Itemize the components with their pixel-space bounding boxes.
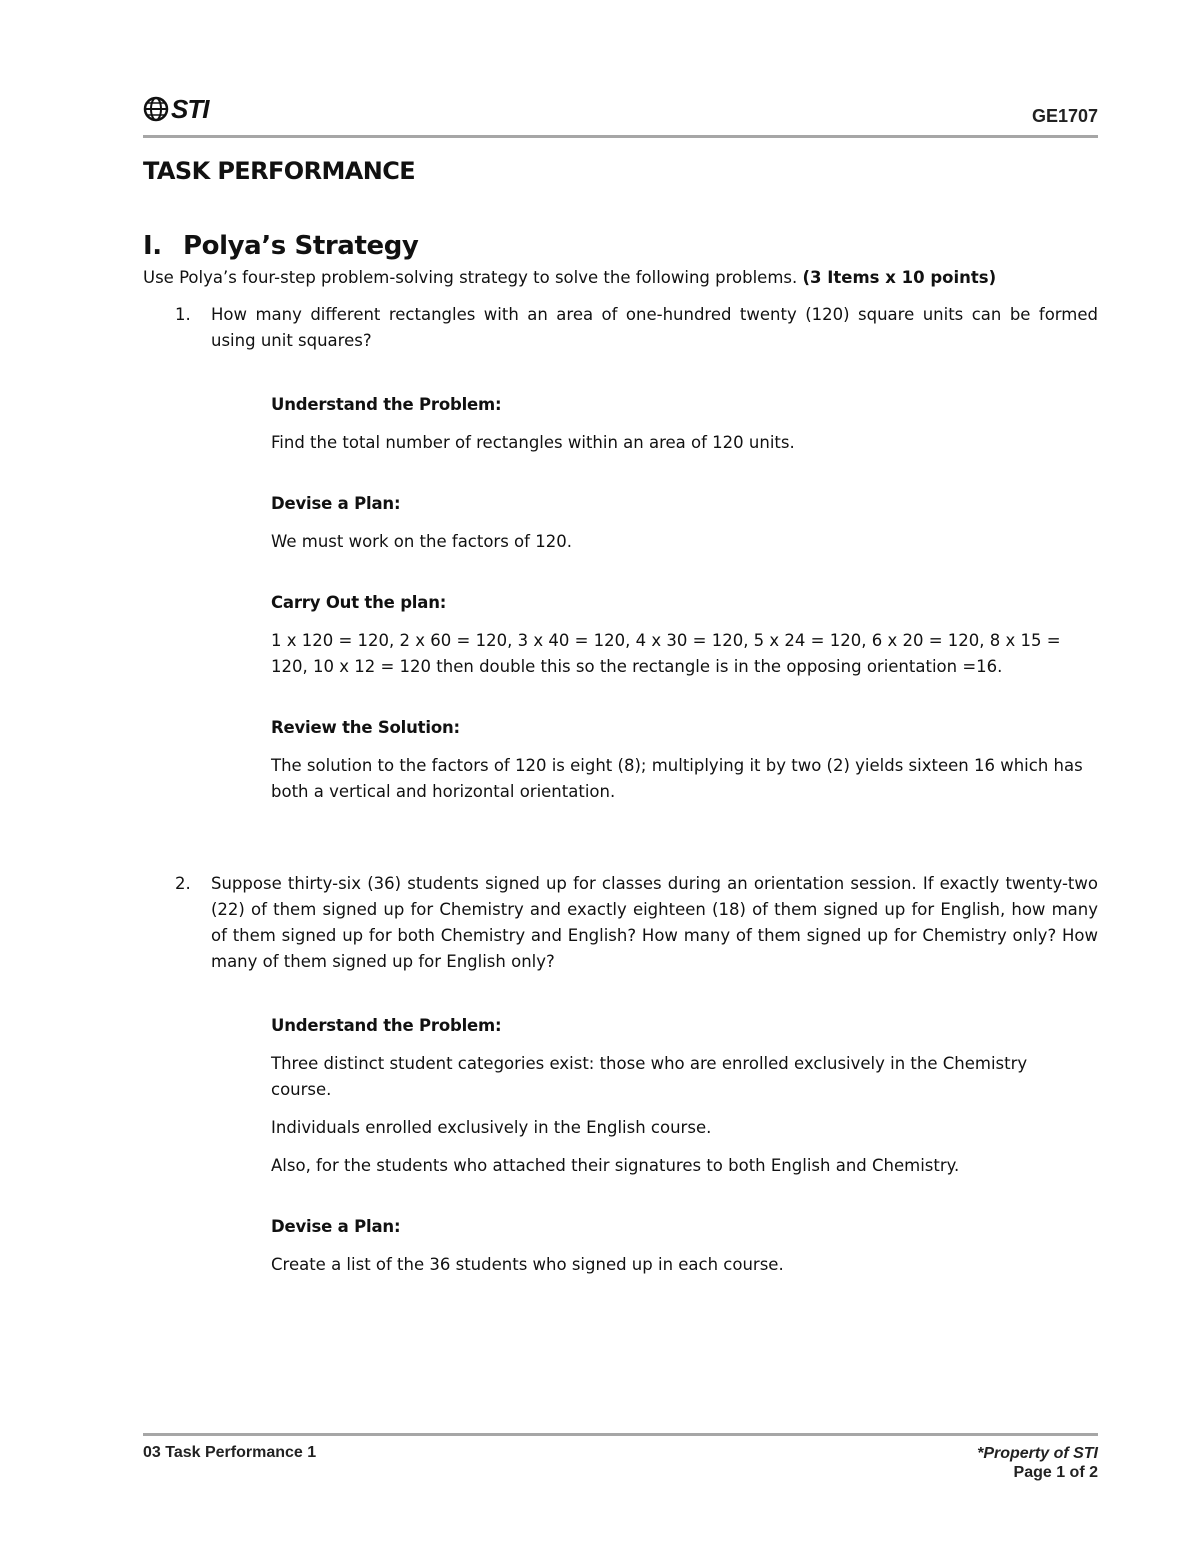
step-block bbox=[271, 715, 1086, 805]
step-paragraph: We must work on the factors of 120. bbox=[271, 532, 572, 551]
step-paragraph: Find the total number of rectangles within an area of 120 units. bbox=[271, 433, 795, 452]
step-paragraph: 1 x 120 = 120, 2 x 60 = 120, 3 x 40 = 120, 4 x 30 = 120, 5 x 24 = 120, 6 x 20 = 120, 8 x 15 = 120, 10 x 12 = 120 then double this so the rectangle is in the opposing orientation =16. bbox=[271, 631, 1061, 676]
sti-globe-icon bbox=[143, 96, 169, 122]
document-body bbox=[143, 150, 1098, 1290]
logo-text: STI bbox=[171, 93, 209, 124]
step-paragraph: Three distinct student categories exist: those who are enrolled exclusively in the Chemistry course. bbox=[271, 1054, 1028, 1099]
step-label: Review the Solution: bbox=[271, 718, 460, 737]
step-text bbox=[271, 430, 1086, 456]
step-block bbox=[271, 1214, 1086, 1278]
problem-text: How many different rectangles with an area of one-hundred twenty (120) square units can be formed using unit squares? bbox=[211, 305, 1098, 350]
section-title: Polya’s Strategy bbox=[183, 231, 419, 261]
step-block bbox=[271, 590, 1086, 680]
instructions-points: (3 Items x 10 points) bbox=[802, 268, 997, 287]
instructions bbox=[143, 265, 1098, 291]
step-block bbox=[271, 491, 1086, 555]
step-text bbox=[271, 628, 1086, 680]
step-label: Devise a Plan: bbox=[271, 1217, 401, 1236]
footer-right bbox=[977, 1444, 1098, 1482]
step-text bbox=[271, 1252, 1086, 1278]
step-label: Understand the Problem: bbox=[271, 1016, 502, 1035]
step-label: Devise a Plan: bbox=[271, 494, 401, 513]
step-paragraph: The solution to the factors of 120 is eight (8); multiplying it by two (2) yields sixteen 16 which has both a vertical and horizontal orientation. bbox=[271, 756, 1083, 801]
problem-number: 1. bbox=[175, 305, 191, 324]
page-title: TASK PERFORMANCE bbox=[143, 157, 416, 185]
instructions-text: Use Polya’s four-step problem-solving strategy to solve the following problems. bbox=[143, 268, 803, 287]
step-paragraph: Individuals enrolled exclusively in the English course. bbox=[271, 1118, 712, 1137]
step-text bbox=[271, 529, 1086, 555]
page-header bbox=[143, 92, 1098, 138]
course-code: GE1707 bbox=[1031, 106, 1098, 126]
step-text bbox=[271, 1051, 1086, 1179]
footer-property-notice: *Property of STI bbox=[977, 1445, 1098, 1462]
problem-text: Suppose thirty-six (36) students signed up for classes during an orientation session. If exactly twenty-two (22) of them signed up for Chemistry and exactly eighteen (18) of them signed up for English, how many of them signed up for both Chemistry and English? How many of them signed up for Chemistry only? How many of them signed up for English only? bbox=[211, 874, 1098, 971]
page-number: Page 1 of 2 bbox=[1013, 1464, 1098, 1481]
step-label: Carry Out the plan: bbox=[271, 593, 447, 612]
header-divider bbox=[143, 135, 1098, 138]
section-number: I. bbox=[143, 231, 162, 261]
step-paragraph: Also, for the students who attached their signatures to both English and Chemistry. bbox=[271, 1156, 960, 1175]
sti-logo bbox=[143, 94, 208, 124]
footer-document-title: 03 Task Performance 1 bbox=[143, 1444, 317, 1461]
section-heading bbox=[143, 228, 1098, 264]
step-text bbox=[271, 753, 1086, 805]
step-block bbox=[271, 392, 1086, 456]
problem-item bbox=[143, 871, 1098, 975]
problem-number: 2. bbox=[175, 874, 191, 893]
footer-divider bbox=[143, 1433, 1098, 1436]
step-paragraph: Create a list of the 36 students who signed up in each course. bbox=[271, 1255, 784, 1274]
step-label: Understand the Problem: bbox=[271, 395, 502, 414]
problem-item bbox=[143, 302, 1098, 354]
step-block bbox=[271, 1013, 1086, 1179]
